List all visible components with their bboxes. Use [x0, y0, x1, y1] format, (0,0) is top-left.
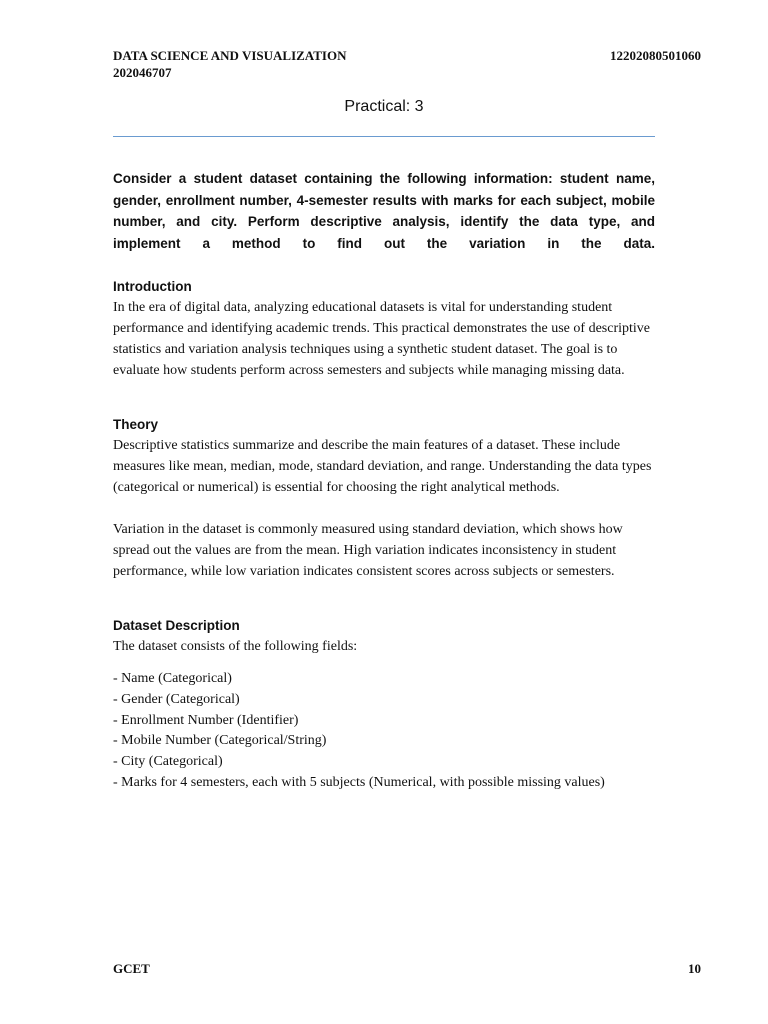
paragraph-spacer: [113, 657, 655, 669]
list-item: - Gender (Categorical): [113, 691, 240, 707]
dataset-field-list: [113, 669, 655, 794]
practical-title: Practical: 3: [344, 98, 424, 115]
paragraph-spacer: [113, 498, 655, 519]
theory-paragraph: Descriptive statistics summarize and describe the main features of a dataset. These include measures like mean, median, mode, standard deviation, and range. Understanding the data types (categorical or numerical) is essential for choosing the right analytical methods.: [113, 438, 652, 495]
enrollment-number: 12202080501060: [610, 48, 701, 63]
introduction-heading: Introduction: [113, 279, 192, 294]
list-item: - City (Categorical): [113, 754, 223, 770]
page-number: 10: [688, 961, 701, 976]
dataset-intro: The dataset consists of the following fields:: [113, 639, 358, 654]
theory-paragraph: Variation in the dataset is commonly measured using standard deviation, which shows how spread out the values are from the mean. High variation indicates inconsistency in student performance, while low variation indicates consistent scores across subjects or semesters.: [113, 522, 623, 579]
introduction-paragraph: In the era of digital data, analyzing educational datasets is vital for understanding student performance and identifying academic trends. This practical demonstrates the use of descriptive statistics and variation analysis techniques using a synthetic student dataset. The goal is to evaluate how students perform across semesters and subjects while managing missing data.: [113, 300, 650, 378]
list-item: - Enrollment Number (Identifier): [113, 712, 299, 728]
institute-name: GCET: [113, 961, 150, 976]
list-item: - Marks for 4 semesters, each with 5 subjects (Numerical, with possible missing values): [113, 774, 605, 790]
document-body: [113, 168, 655, 794]
section-spacer: [113, 603, 655, 615]
section-spacer: [113, 381, 655, 402]
page-header: [113, 47, 701, 81]
introduction-section: [113, 276, 655, 381]
course-code: 202046707: [113, 65, 172, 80]
page-footer: [113, 960, 701, 977]
aim-statement: Consider a student dataset containing the following information: student name, gender, enrollment number, 4-semester results with marks for each subject, mobile number, and city. Perform descriptive analysis, identify the data type, and implement a method to find out the variation in the data.: [113, 171, 655, 251]
dataset-heading: Dataset Description: [113, 618, 240, 633]
dataset-section: [113, 615, 655, 794]
theory-heading: Theory: [113, 417, 159, 432]
theory-section: [113, 414, 655, 582]
section-spacer: [113, 402, 655, 414]
list-item: - Mobile Number (Categorical/String): [113, 733, 327, 749]
course-name: DATA SCIENCE AND VISUALIZATION: [113, 48, 347, 63]
section-spacer: [113, 582, 655, 603]
list-item: - Name (Categorical): [113, 671, 232, 686]
title-divider: [113, 136, 655, 137]
